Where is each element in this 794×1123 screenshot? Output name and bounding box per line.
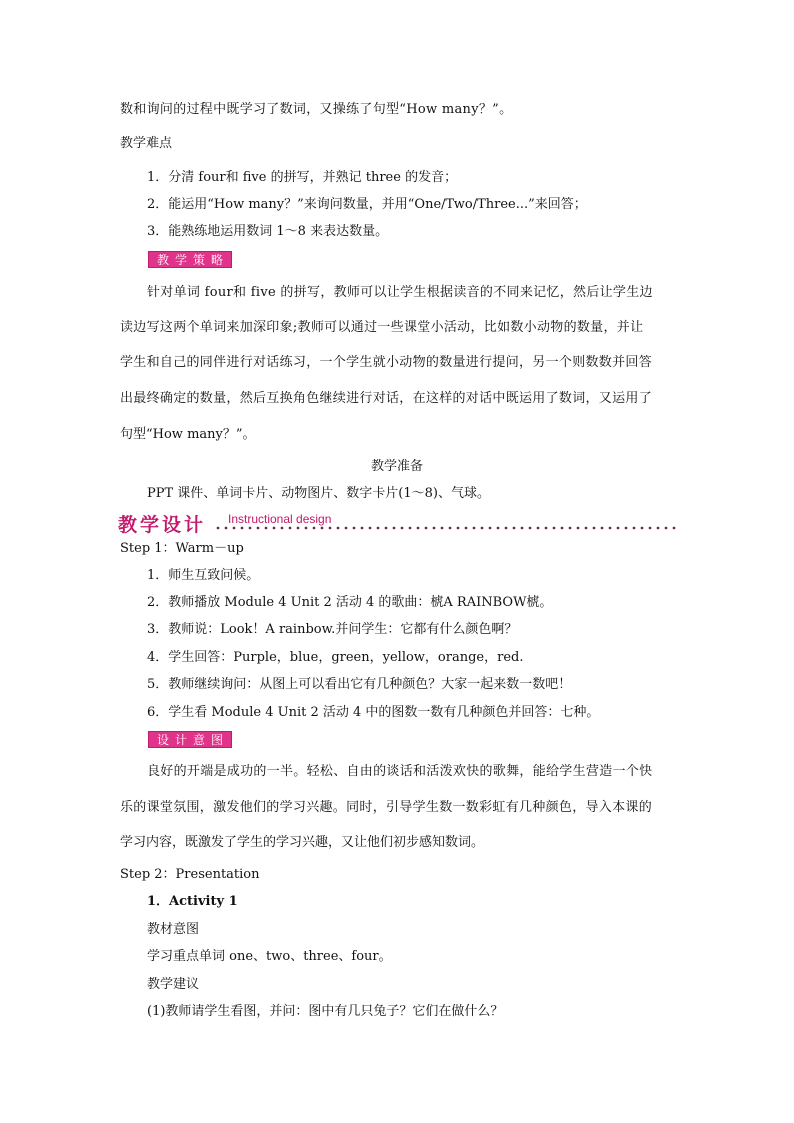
strategy-badge: 教学策略 xyxy=(148,251,232,268)
design-subtitle: Instructional design xyxy=(228,512,332,526)
material-text: 学习重点单词 one、two、three、four。 xyxy=(147,949,392,964)
strategy-line: 读边写这两个单词来加深印象;教师可以通过一些课堂小活动，比如数小动物的数量，并让 xyxy=(120,320,644,335)
step1-heading: Step 1：Warm－up xyxy=(120,541,244,556)
step1-item: 3．教师说：Look！A rainbow.并问学生：它都有什么颜色啊？ xyxy=(147,622,518,637)
preparation-heading: 教学准备 xyxy=(370,459,423,474)
step1-item: 5．教师继续询问：从图上可以看出它有几种颜色？大家一起来数一数吧！ xyxy=(147,677,572,692)
intro-line: 数和询问的过程中既学习了数词，又操练了句型“How many？”。 xyxy=(120,102,513,117)
preparation-text: PPT 课件、单词卡片、动物图片、数字卡片(1～8)、气球。 xyxy=(147,486,490,501)
material-heading: 教材意图 xyxy=(147,922,200,937)
difficulty-item: 1．分清 four和 five 的拼写，并熟记 three 的发音； xyxy=(147,170,458,185)
step1-item: 2．教师播放 Module 4 Unit 2 活动 4 的歌曲：椃A RAINBOW椃。 xyxy=(147,595,553,610)
design-intent-line: 乐的课堂氛围，激发他们的学习兴趣。同时，引导学生数一数彩虹有几种颜色，导入本课的 xyxy=(120,800,653,815)
step1-item: 1．师生互致问候。 xyxy=(147,568,260,583)
design-title: 教学设计 xyxy=(118,514,207,536)
activity-heading: 1．Activity 1 xyxy=(147,894,238,909)
suggestion-heading: 教学建议 xyxy=(147,977,200,992)
design-intent-line: 学习内容，既激发了学生的学习兴趣，又让他们初步感知数词。 xyxy=(120,835,485,850)
strategy-line: 针对单词 four和 five 的拼写，教师可以让学生根据读音的不同来记忆，然后让学生边 xyxy=(147,285,653,300)
step1-item: 6．学生看 Module 4 Unit 2 活动 4 中的图数一数有几种颜色并回答：七种。 xyxy=(147,705,600,720)
suggestion-text: (1)教师请学生看图，并问：图中有几只兔子？它们在做什么？ xyxy=(147,1004,504,1019)
design-intent-badge: 设计意图 xyxy=(148,731,232,748)
difficulty-heading: 教学难点 xyxy=(120,136,173,151)
difficulty-item: 3．能熟练地运用数词 1～8 来表达数量。 xyxy=(147,224,389,239)
design-intent-line: 良好的开端是成功的一半。轻松、自由的谈话和活泼欢快的歌舞，能给学生营造一个快 xyxy=(147,764,653,779)
step1-item: 4．学生回答：Purple，blue，green，yellow，orange，red. xyxy=(147,650,524,665)
step2-heading: Step 2：Presentation xyxy=(120,867,260,882)
strategy-line: 学生和自己的同伴进行对话练习，一个学生就小动物的数量进行提问，另一个则数数并回答 xyxy=(120,355,653,370)
strategy-line: 句型“How many？”。 xyxy=(120,427,256,442)
strategy-line: 出最终确定的数量，然后互换角色继续进行对话，在这样的对话中既运用了数词，又运用了 xyxy=(120,391,653,406)
difficulty-item: 2．能运用“How many？”来询问数量，并用“One/Two/Three...”来回答； xyxy=(147,197,587,212)
dotted-divider xyxy=(214,526,680,530)
